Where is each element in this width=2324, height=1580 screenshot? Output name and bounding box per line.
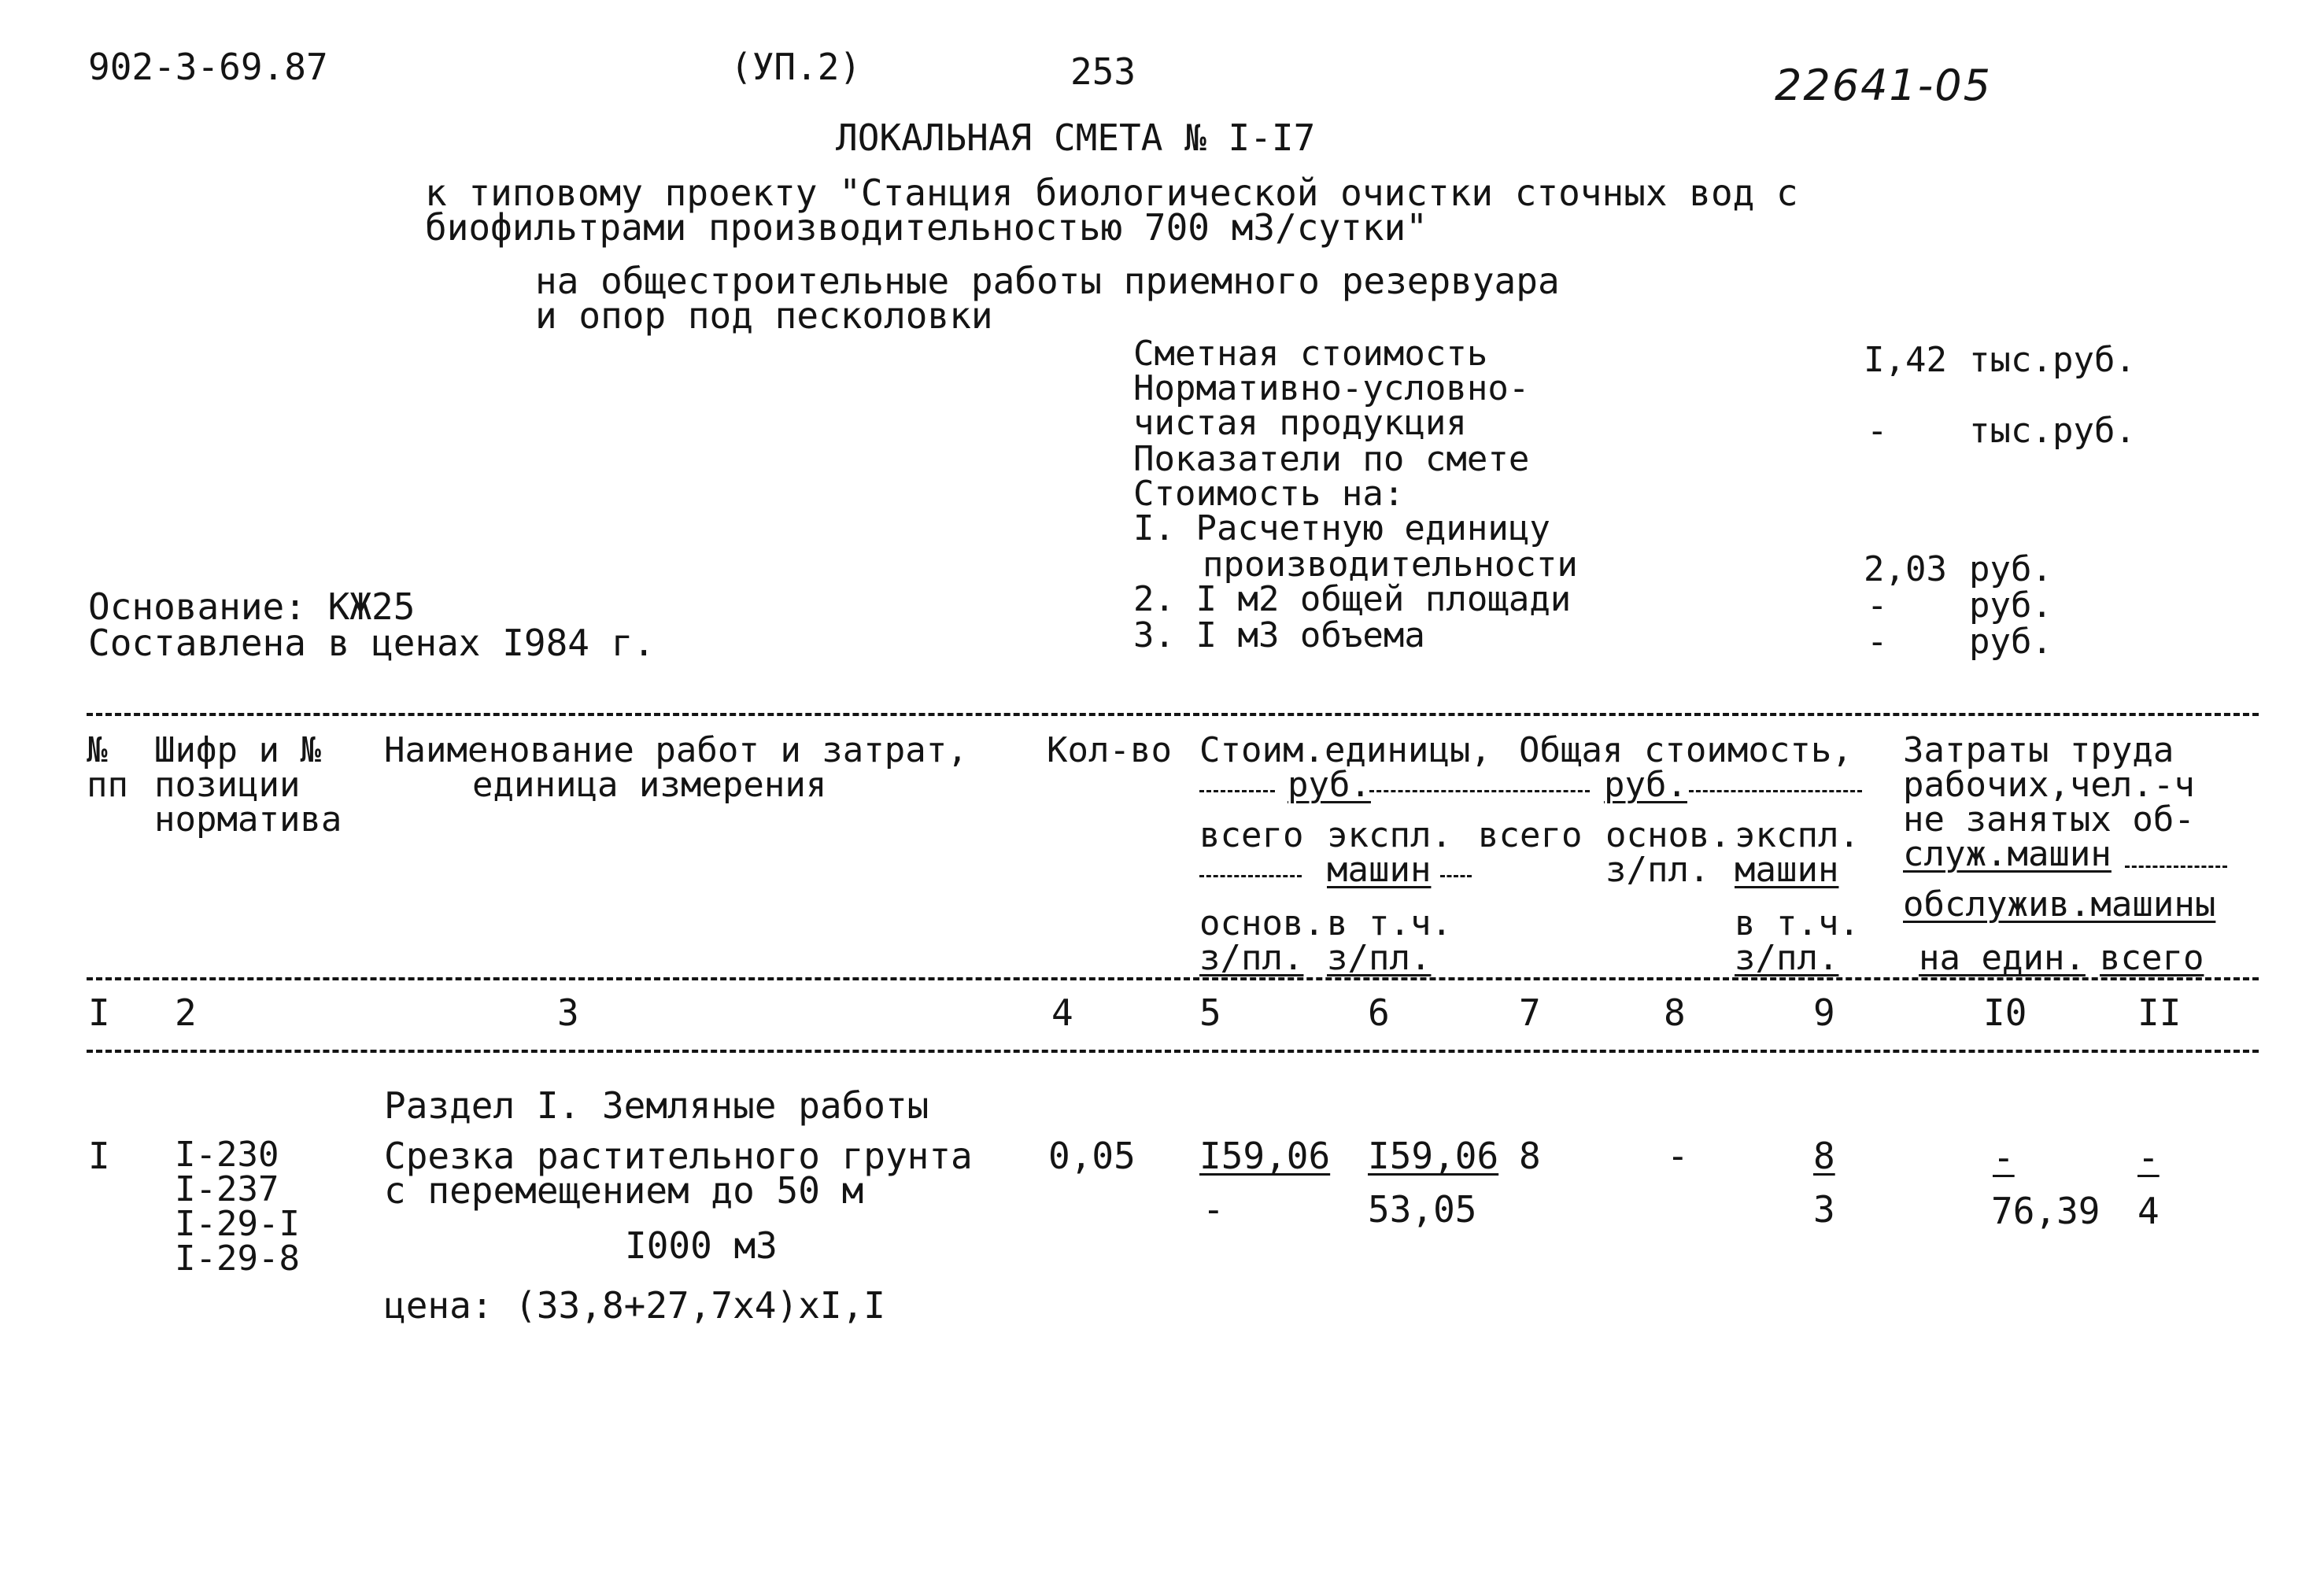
row-code: I-237 bbox=[175, 1169, 279, 1209]
row-total-base: - bbox=[1667, 1135, 1689, 1177]
product-label-2: чистая продукция bbox=[1133, 403, 1467, 443]
indicator-item-2-unit: руб. bbox=[1969, 585, 2052, 626]
prices-label: Составлена в ценах I984 г. bbox=[88, 622, 656, 664]
column-number: 4 bbox=[1051, 991, 1073, 1034]
unit-machines-label: экспл. bbox=[1327, 815, 1452, 855]
header-bottom-rule bbox=[87, 977, 2259, 980]
labor-label-3: не занятых об- bbox=[1903, 799, 2195, 840]
total-cost-label: Общая стоимость, bbox=[1519, 730, 1853, 770]
unit-incl-label-2: з/пл. bbox=[1327, 938, 1432, 978]
row-unit-machines: I59,06 bbox=[1368, 1135, 1499, 1177]
basis-label: Основание: КЖ25 bbox=[88, 585, 416, 628]
page-number: 253 bbox=[1070, 50, 1136, 93]
total-all-label: всего bbox=[1478, 815, 1583, 855]
row-qty: 0,05 bbox=[1048, 1135, 1136, 1177]
row-price-formula: цена: (33,8+27,7х4)хI,I bbox=[384, 1284, 885, 1327]
row-labor-unit: 76,39 bbox=[1991, 1190, 2100, 1232]
row-code: I-29-I bbox=[175, 1204, 300, 1244]
document-code: 902-3-69.87 bbox=[88, 46, 328, 88]
indicators-label: Показатели по смете bbox=[1133, 439, 1530, 479]
row-unit-machines-wage: 53,05 bbox=[1368, 1188, 1477, 1231]
unit-sub-dash-2 bbox=[1440, 875, 1472, 877]
project-line-2: биофильтрами производительностью 700 м3/сутки" bbox=[425, 206, 1428, 249]
estimate-heading: ЛОКАЛЬНАЯ СМЕТА № I-I7 bbox=[836, 116, 1316, 159]
unit-machines-label-2: машин bbox=[1327, 850, 1432, 890]
row-code: I-29-8 bbox=[175, 1239, 300, 1279]
unit-sub-dash bbox=[1199, 875, 1302, 877]
indicator-item-1-cont: производительности bbox=[1203, 545, 1578, 585]
column-number: 2 bbox=[175, 991, 197, 1034]
row-labor-total: 4 bbox=[2137, 1190, 2160, 1232]
indicator-item-3-value: - bbox=[1867, 622, 1888, 662]
unit-all-label: всего bbox=[1199, 815, 1304, 855]
indicator-item-1-unit: руб. bbox=[1969, 549, 2052, 589]
row-number: I bbox=[88, 1135, 110, 1177]
unit-base-wage-label-2: з/пл. bbox=[1199, 938, 1304, 978]
col-name-label: Наименование работ и затрат, bbox=[384, 730, 968, 770]
column-number: 8 bbox=[1664, 991, 1686, 1034]
labor-label: Затраты труда bbox=[1903, 730, 2174, 770]
indicator-item-3-unit: руб. bbox=[1969, 622, 2052, 662]
album-label: (УП.2) bbox=[730, 46, 862, 88]
column-number: 3 bbox=[557, 991, 579, 1034]
labor-total-label: всего bbox=[2100, 938, 2204, 978]
total-incl-label: в т.ч. bbox=[1735, 903, 1860, 943]
table-top-rule bbox=[87, 713, 2259, 716]
row-labor-unit-top: - bbox=[1993, 1136, 2015, 1179]
labor-label-5: обслужив.машины bbox=[1903, 884, 2216, 925]
total-machines-label: экспл. bbox=[1735, 815, 1860, 855]
unit-base-wage-label: основ. bbox=[1199, 903, 1325, 943]
total-incl-label-2: з/пл. bbox=[1735, 938, 1839, 978]
unit-cost-dash-left bbox=[1199, 790, 1275, 792]
total-base-label: основ. bbox=[1605, 815, 1731, 855]
product-unit: тыс.руб. bbox=[1969, 411, 2136, 451]
total-cost-rub: руб. bbox=[1604, 765, 1687, 805]
indicator-item-1-value: 2,03 bbox=[1864, 549, 1947, 589]
column-number: 6 bbox=[1368, 991, 1390, 1034]
indicator-item-3: 3. I м3 объема bbox=[1133, 615, 1425, 655]
indicator-item-2: 2. I м2 общей площади bbox=[1133, 579, 1572, 619]
works-line-1: на общестроительные работы приемного резервуара bbox=[535, 260, 1560, 302]
cost-unit: тыс.руб. bbox=[1969, 340, 2136, 380]
labor-label-2: рабочих,чел.-ч bbox=[1903, 765, 2195, 805]
column-number: 5 bbox=[1199, 991, 1221, 1034]
col-name-label-2: единица измерения bbox=[472, 765, 827, 805]
unit-cost-dash-right bbox=[1369, 790, 1590, 792]
inventory-number: 22641-05 bbox=[1775, 61, 1992, 110]
row-unit: I000 м3 bbox=[625, 1224, 778, 1267]
column-numbers-rule bbox=[87, 1050, 2259, 1053]
column-number: I bbox=[88, 991, 110, 1034]
row-total-machines-wage: 3 bbox=[1813, 1188, 1835, 1231]
total-base-label-2: з/пл. bbox=[1605, 850, 1710, 890]
col-qty-label: Кол-во bbox=[1047, 730, 1172, 770]
total-machines-label-2: машин bbox=[1735, 850, 1839, 890]
cost-on-label: Стоимость на: bbox=[1133, 474, 1405, 514]
labor-per-unit-label: на един. bbox=[1919, 938, 2086, 978]
total-cost-dash bbox=[1689, 790, 1862, 792]
row-total-machines: 8 bbox=[1813, 1135, 1835, 1177]
column-number: I0 bbox=[1983, 991, 2027, 1034]
labor-dash bbox=[2125, 866, 2227, 868]
labor-label-4: служ.машин bbox=[1903, 834, 2112, 874]
unit-incl-label: в т.ч. bbox=[1327, 903, 1452, 943]
row-labor-total-top: - bbox=[2137, 1136, 2160, 1179]
col-code-label-2: позиции bbox=[154, 765, 301, 805]
row-unit-total: I59,06 bbox=[1199, 1135, 1331, 1177]
row-code: I-230 bbox=[175, 1135, 279, 1175]
section-title: Раздел I. Земляные работы bbox=[384, 1084, 929, 1127]
cost-value: I,42 bbox=[1864, 340, 1947, 380]
column-number: 7 bbox=[1519, 991, 1541, 1034]
row-name: Срезка растительного грунта bbox=[384, 1135, 973, 1177]
column-number: II bbox=[2137, 991, 2182, 1034]
works-line-2: и опор под песколовки bbox=[535, 294, 993, 337]
project-line-1: к типовому проекту "Станция биологической очистки сточных вод с bbox=[425, 172, 1798, 214]
indicator-item-1: I. Расчетную единицу bbox=[1133, 508, 1550, 548]
col-num-label-2: пп bbox=[87, 765, 128, 805]
column-number: 9 bbox=[1813, 991, 1835, 1034]
row-total-all: 8 bbox=[1519, 1135, 1541, 1177]
unit-cost-label: Стоим.единицы, bbox=[1199, 730, 1491, 770]
unit-cost-rub: руб. bbox=[1288, 765, 1371, 805]
row-unit-base-wage: - bbox=[1203, 1188, 1225, 1231]
product-value: - bbox=[1867, 411, 1888, 451]
indicator-item-2-value: - bbox=[1867, 585, 1888, 626]
cost-label: Сметная стоимость bbox=[1133, 334, 1488, 374]
col-code-label-3: норматива bbox=[154, 799, 342, 840]
row-name-cont: с перемещением до 50 м bbox=[384, 1169, 864, 1212]
col-num-label: № bbox=[87, 730, 108, 770]
col-code-label: Шифр и № bbox=[154, 730, 321, 770]
product-label-1: Нормативно-условно- bbox=[1133, 368, 1530, 408]
